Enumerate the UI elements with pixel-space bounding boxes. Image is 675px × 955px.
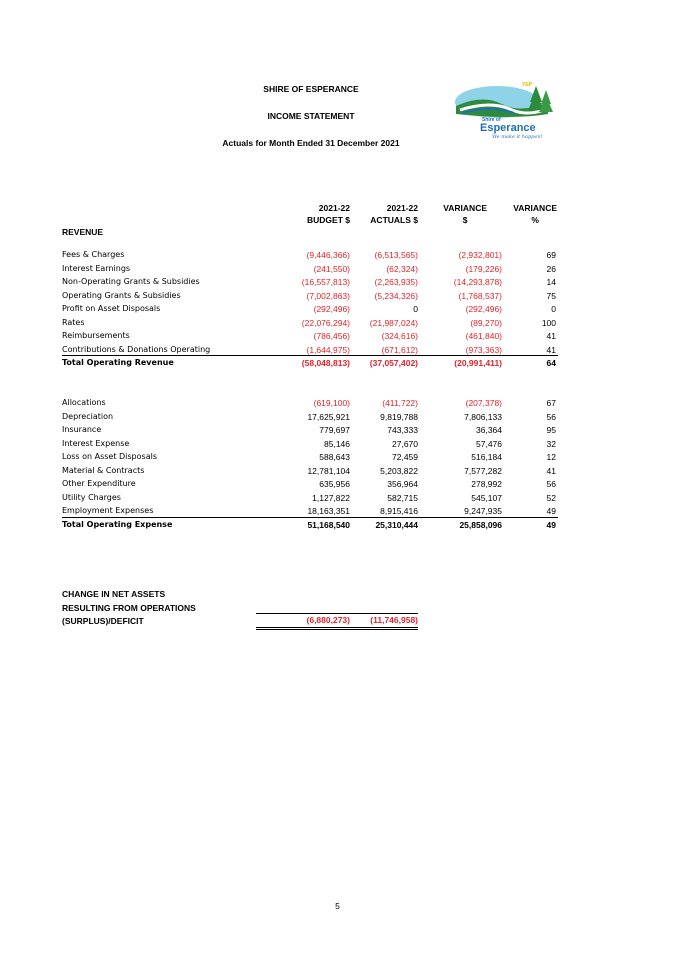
table-row <box>62 331 562 345</box>
change-heading: CHANGE IN NET ASSETS RESULTING FROM OPERATIONS (SURPLUS)/DEFICIT <box>62 589 196 626</box>
cell-variance: (14,293,878) <box>453 277 502 287</box>
cell-actual: 25,310,444 <box>375 520 418 530</box>
cell-budget: (786,456) <box>313 331 350 341</box>
cell-label: Operating Grants & Subsidies <box>62 290 181 300</box>
cell-label: Material & Contracts <box>62 465 145 475</box>
cell-budget: 85,146 <box>324 438 350 449</box>
cell-variance: (461,840) <box>465 331 502 341</box>
cell-budget: 635,956 <box>319 479 350 489</box>
cell-pct: 49 <box>546 520 556 530</box>
cell-pct: 26 <box>546 263 556 274</box>
cell-budget: 12,781,104 <box>307 465 350 476</box>
expense-total-row <box>62 520 562 534</box>
cell-variance: (973,363) <box>465 344 502 355</box>
organisation-title: SHIRE OF ESPERANCE <box>263 84 359 94</box>
statement-title: INCOME STATEMENT <box>267 111 355 121</box>
cell-variance: 25,858,096 <box>459 520 502 530</box>
cell-pct: 14 <box>546 277 556 287</box>
table-row <box>62 466 562 480</box>
logo-name: Esperance <box>480 122 536 134</box>
col-header-variance: VARIANCE $ <box>443 203 487 225</box>
cell-actual: 582,715 <box>387 492 418 503</box>
cell-actual: (671,612) <box>381 344 418 355</box>
cell-budget: 588,643 <box>319 452 350 462</box>
cell-label: Other Expenditure <box>62 479 136 488</box>
svg-text:YEP: YEP <box>522 82 533 88</box>
cell-actual: 0 <box>413 304 418 314</box>
cell-variance: 278,992 <box>471 479 502 489</box>
cell-actual: 5,203,822 <box>380 465 418 476</box>
logo-top-text: Shire of <box>482 117 501 123</box>
cell-pct: 69 <box>546 250 556 260</box>
revenue-heading: REVENUE <box>62 227 104 237</box>
expense-total-rule <box>62 517 558 518</box>
cell-variance: 516,184 <box>471 452 502 462</box>
table-row <box>62 318 562 332</box>
cell-budget: (22,076,294) <box>301 317 350 328</box>
change-double-rule-1 <box>256 627 418 628</box>
cell-pct: 49 <box>546 506 556 516</box>
cell-actual: (37,057,402) <box>369 358 418 368</box>
table-row <box>62 398 562 412</box>
cell-variance: 545,107 <box>471 492 502 503</box>
cell-label: Fees & Charges <box>62 250 125 259</box>
cell-budget: (16,557,813) <box>301 277 350 287</box>
cell-budget: 779,697 <box>319 425 350 435</box>
cell-budget: 1,127,822 <box>312 492 350 503</box>
cell-label: Interest Expense <box>62 438 130 448</box>
cell-pct: 41 <box>546 465 556 476</box>
change-top-rule <box>256 613 418 614</box>
cell-label: Reimbursements <box>62 331 130 340</box>
table-row <box>62 452 562 466</box>
cell-actual: (324,616) <box>381 331 418 341</box>
cell-actual: 72,459 <box>392 452 418 462</box>
cell-label: Employment Expenses <box>62 506 154 515</box>
change-budget: (6,880,273) <box>306 615 350 625</box>
cell-actual: 743,333 <box>387 425 418 435</box>
cell-label: Total Operating Expense <box>62 520 173 529</box>
cell-budget: (292,496) <box>313 304 350 314</box>
cell-pct: 67 <box>546 398 556 408</box>
revenue-total-rule <box>62 355 558 356</box>
cell-budget: (58,048,813) <box>301 358 350 368</box>
logo-tagline: We make it happen! <box>492 134 543 140</box>
cell-actual: (5,234,326) <box>374 290 418 301</box>
cell-label: Depreciation <box>62 411 114 421</box>
cell-actual: (2,263,935) <box>374 277 418 287</box>
table-row <box>62 250 562 264</box>
cell-actual: (411,722) <box>382 398 418 408</box>
cell-budget: (619,100) <box>313 398 350 408</box>
cell-budget: (7,002,863) <box>306 290 350 301</box>
cell-variance: 9,247,935 <box>464 506 502 516</box>
cell-actual: 8,915,416 <box>380 506 418 516</box>
cell-variance: (179,226) <box>465 263 502 274</box>
cell-variance: (89,270) <box>470 317 502 328</box>
cell-pct: 32 <box>546 438 556 449</box>
cell-variance: (2,932,801) <box>458 250 502 260</box>
table-row <box>62 277 562 291</box>
table-row <box>62 291 562 305</box>
cell-pct: 56 <box>546 479 556 489</box>
cell-variance: (20,991,411) <box>454 358 502 368</box>
cell-pct: 56 <box>546 411 556 422</box>
table-row <box>62 412 562 426</box>
cell-pct: 41 <box>546 344 556 355</box>
table-row <box>62 479 562 493</box>
cell-label: Profit on Asset Disposals <box>62 304 161 313</box>
cell-pct: 12 <box>546 452 556 462</box>
cell-actual: 27,670 <box>392 438 418 449</box>
cell-actual: (6,513,565) <box>374 250 418 260</box>
table-row <box>62 493 562 507</box>
cell-budget: 51,168,540 <box>307 520 350 530</box>
period-title: Actuals for Month Ended 31 December 2021 <box>222 138 400 148</box>
cell-pct: 64 <box>546 358 556 368</box>
cell-actual: 9,819,788 <box>380 411 418 422</box>
cell-actual: 356,964 <box>387 479 418 489</box>
col-header-variance-pct: VARIANCE % <box>513 203 557 225</box>
cell-variance: (207,378) <box>465 398 502 408</box>
table-row <box>62 264 562 278</box>
cell-actual: (62,324) <box>386 263 418 274</box>
cell-budget: (9,446,366) <box>306 250 350 260</box>
cell-label: Interest Earnings <box>62 263 131 273</box>
cell-variance: 7,577,282 <box>464 465 502 476</box>
table-row <box>62 304 562 318</box>
table-row <box>62 425 562 439</box>
cell-pct: 41 <box>546 331 556 341</box>
cell-budget: (241,550) <box>313 263 350 274</box>
col-header-budget: 2021-22 BUDGET $ <box>307 203 350 225</box>
cell-variance: (292,496) <box>465 304 502 314</box>
cell-pct: 100 <box>541 317 556 328</box>
cell-pct: 52 <box>546 492 556 503</box>
table-row <box>62 439 562 453</box>
cell-label: Allocations <box>62 398 106 407</box>
shire-logo <box>452 80 556 144</box>
cell-label: Non-Operating Grants & Subsidies <box>62 277 200 286</box>
cell-pct: 95 <box>546 425 556 435</box>
cell-pct: 75 <box>546 290 556 301</box>
cell-label: Contributions & Donations Operating <box>62 344 211 354</box>
cell-actual: (21,987,024) <box>369 317 418 328</box>
revenue-total-row <box>62 358 562 372</box>
cell-variance: 36,364 <box>476 425 502 435</box>
cell-pct: 0 <box>551 304 556 314</box>
col-header-actual: 2021-22 ACTUALS $ <box>370 203 418 225</box>
cell-label: Total Operating Revenue <box>62 358 174 367</box>
cell-variance: 57,476 <box>476 438 502 449</box>
change-actual: (11,746,958) <box>370 615 418 625</box>
cell-label: Utility Charges <box>62 492 121 502</box>
cell-budget: 18,163,351 <box>307 506 350 516</box>
cell-variance: (1,768,537) <box>458 290 502 301</box>
cell-budget: (1,644,975) <box>306 344 350 355</box>
cell-label: Insurance <box>62 425 102 434</box>
cell-budget: 17,625,921 <box>307 411 350 422</box>
cell-label: Loss on Asset Disposals <box>62 452 157 461</box>
change-double-rule-2 <box>256 629 418 630</box>
cell-label: Rates <box>62 317 85 327</box>
cell-variance: 7,806,133 <box>464 411 502 422</box>
page-number: 5 <box>335 901 340 911</box>
